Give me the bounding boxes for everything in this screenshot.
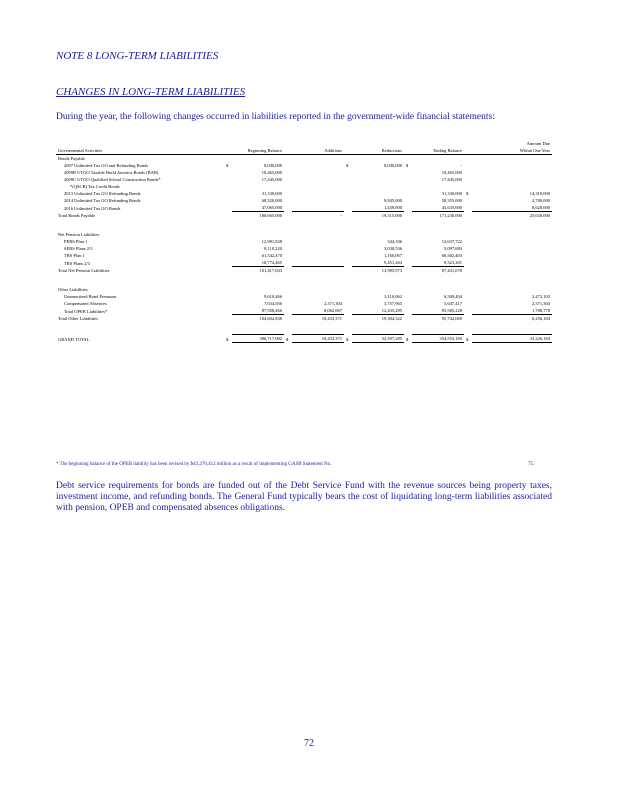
section-heading: CHANGES IN LONG-TERM LIABILITIES [56, 86, 246, 98]
total-row: Total Other Liabilities 104,602,838 10,433,371 19,304,322 95,742,069 6,256,184 [58, 316, 550, 321]
beginning-header: Beginning Balance [232, 147, 284, 155]
section-label: Other Liabilities [58, 287, 88, 292]
total-row: Total Bonds Payable 180,665,000 - 19,315,000 171,230,000 25,630,000 [58, 213, 550, 218]
closing-paragraph: Debt service requirements for bonds are funded out of the Debt Service Fund with the revenue sources being property taxes, investment income, and refunding bonds. The General Fund typically bears the cost of liquidating long-term liabilities associated with pension, OPEB and compensated absences obligations. [56, 481, 552, 513]
table-row: PERS Plan 1 12,981,828 344,106 12,637,722 [64, 239, 462, 244]
ending-header: Ending Balance [412, 147, 464, 155]
table-row: *(QSCB) Tax Credit Bonds [70, 184, 120, 189]
section-label: Net Pension Liabilities [58, 232, 100, 237]
due-header: Within One Year [472, 147, 552, 155]
table-row: TRS Plan 1 61,542,470 1,160,067 60,382,403 [64, 253, 462, 258]
total-row: Total Net Pension Liabilities 101,417,043 13,985,973 87,431,070 [58, 268, 462, 273]
table-header-top [56, 140, 552, 147]
table-row: Unamortized Bond Premium 9,610,466 3,110,062 6,500,404 2,472,102 [64, 294, 550, 299]
table-row: 2016 Unlimited Tax GO Bonds 47,065,000 1,430,000 45,635,000 8,620,000 [64, 205, 550, 211]
page-number: 72 [304, 738, 314, 749]
additions-header: Additions [292, 147, 344, 155]
table-header [56, 147, 552, 155]
footnote-text: * The beginning balance of the OPEB liability has been revised by $43,270,412 million as a result of implementing GASB Statement No. [56, 462, 332, 467]
table-row: 2013 Unlimited Tax GO Refunding Bonds 31,330,000 31,330,000 $ 14,310,000 [64, 191, 550, 196]
table-row: Total OPEB Liabilities* 87,958,466 8,062,067 12,435,285 83,585,228 1,708,778 [64, 308, 550, 314]
grand-total-row: GRAND TOTAL $ 386,717,082 $ 10,433,371 $ 52,597,285 $ 354,553,169 $ 32,226,184 [58, 336, 550, 342]
due-header-top: Amount Due [526, 141, 550, 146]
activities-header: Governmental Activities [56, 147, 224, 155]
section-label: Bonds Payable [58, 156, 85, 161]
table-row: SERS Plans 2/3 8,110,220 3,030,536 5,097,684 [64, 246, 462, 251]
table-row: TRS Plans 2/3 18,774,465 9,451,264 9,323,201 [64, 260, 462, 266]
long-term-liabilities-table [56, 140, 552, 343]
table-row: 2007 Unlimited Tax GO and Refunding Bonds $ 8,040,000 $ 8,040,000 $ - [64, 163, 462, 168]
footnote-statement-number: 75. [528, 462, 535, 467]
table-row: Compensated Absences 7,034,056 2,371,304 3,757,963 5,647,417 2,371,304 [64, 301, 550, 306]
table-row: 2009B UTGO Taxable Build America Bonds (BAB) 10,465,000 10,465,000 [64, 170, 462, 175]
reductions-header: Reductions [352, 147, 404, 155]
table-row: 2009C UTGO Qualified School Construction Bonds* 17,445,000 17,445,000 [64, 177, 462, 182]
table-row: 2014 Unlimited Tax GO Refunding Bonds 68,320,000 9,845,000 58,355,000 2,700,000 [64, 198, 550, 203]
note-heading: NOTE 8 LONG-TERM LIABILITIES [56, 50, 219, 62]
intro-paragraph: During the year, the following changes occurred in liabilities reported in the government-wide financial statements: [56, 112, 495, 122]
